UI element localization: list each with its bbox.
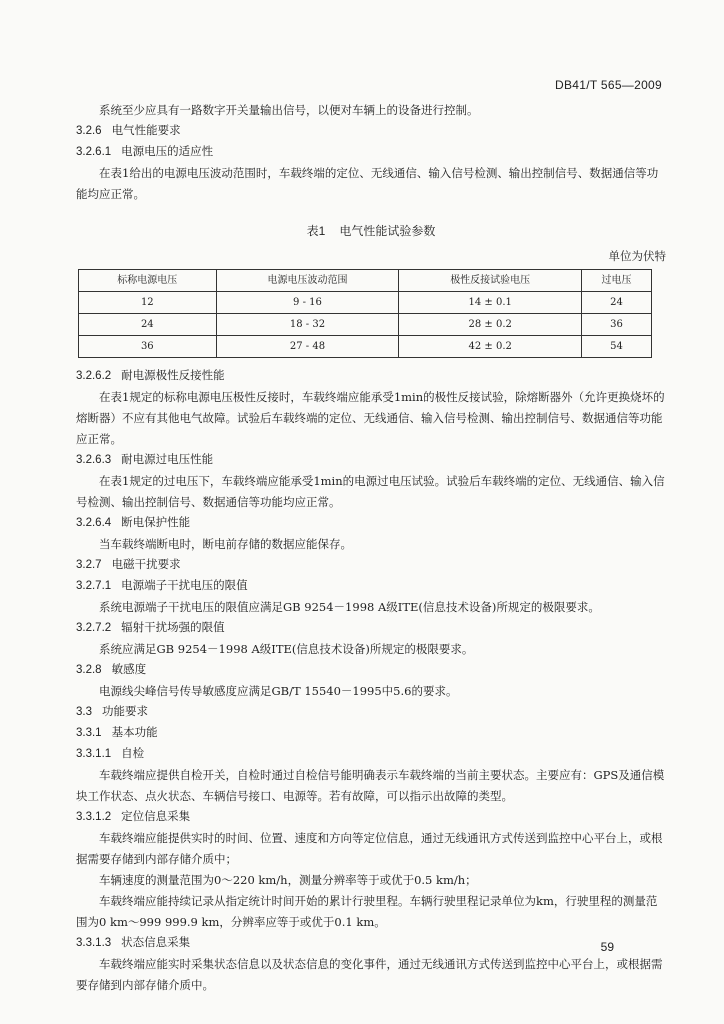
section-title: 电磁干扰要求 — [111, 559, 181, 571]
table-cell: 14 ± 0.1 — [399, 292, 582, 314]
section-number: 3.3.1.3 — [76, 937, 112, 949]
paragraph: 车载终端应能提供实时的时间、位置、速度和方向等定位信息，通过无线通讯方式传送到监控中心平台上，或根据需要存储到内部存储介质中； — [76, 831, 663, 866]
paragraph: 系统电源端子干扰电压的限值应满足GB 9254－1998 A级ITE(信息技术设备)所规定的极限要求。 — [99, 600, 600, 614]
standard-number: DB41/T 565—2009 — [554, 78, 662, 92]
section-title: 状态信息采集 — [121, 937, 191, 949]
paragraph: 系统应满足GB 9254－1998 A级ITE(信息技术设备)所规定的极限要求。 — [99, 642, 474, 656]
table-cell: 12 — [79, 292, 217, 314]
table-cell: 36 — [582, 314, 652, 336]
table-caption-title: 电气性能试验参数 — [339, 224, 436, 238]
section-heading — [76, 807, 666, 828]
section-heading — [76, 576, 666, 597]
section-number: 3.2.8 — [76, 664, 102, 676]
section-heading — [76, 121, 666, 142]
table-header-cell: 电源电压波动范围 — [216, 270, 399, 292]
table-header-cell: 极性反接试验电压 — [399, 270, 582, 292]
section-title: 自检 — [121, 748, 145, 760]
section-title: 辐射干扰场强的限值 — [121, 622, 225, 634]
paragraph: 车载终端应能实时采集状态信息以及状态信息的变化事件，通过无线通讯方式传送到监控中心平台上，或根据需要存储到内部存储介质中。 — [76, 957, 663, 992]
section-number: 3.2.6.1 — [76, 146, 112, 158]
section-number: 3.3 — [76, 706, 92, 718]
section-heading — [76, 555, 666, 576]
table-caption-number: 表1 — [306, 224, 326, 238]
section-heading — [76, 513, 666, 534]
section-title: 电气性能要求 — [111, 125, 181, 137]
section-heading — [76, 618, 666, 639]
table-row — [79, 336, 652, 358]
section-number: 3.3.1.1 — [76, 748, 112, 760]
section-title: 功能要求 — [102, 706, 148, 718]
table-cell: 9 - 16 — [216, 292, 399, 314]
table-cell: 24 — [79, 314, 217, 336]
section-number: 3.3.1 — [76, 727, 102, 739]
paragraph: 当车载终端断电时，断电前存储的数据应能保存。 — [99, 537, 352, 551]
section-number: 3.2.6.4 — [76, 517, 112, 529]
section-number: 3.2.6.3 — [76, 454, 112, 466]
table-cell: 36 — [79, 336, 217, 358]
table-unit: 单位为伏特 — [608, 249, 666, 263]
section-heading — [76, 702, 666, 723]
section-number: 3.2.7.1 — [76, 580, 112, 592]
section-title: 定位信息采集 — [121, 811, 191, 823]
blocks-after-table — [76, 366, 666, 996]
paragraph: 车载终端应提供自检开关，自检时通过自检信号能明确表示车载终端的当前主要状态。主要应有：GPS及通信模块工作状态、点火状态、车辆信号接口、电源等。若有故障，可以指示出故障的类型。 — [76, 768, 665, 803]
paragraph: 在表1给出的电源电压波动范围时，车载终端的定位、无线通信、输入信号检测、输出控制信号、数据通信等功能均应正常。 — [76, 166, 659, 201]
section-title: 基本功能 — [111, 727, 158, 739]
paragraph: 车载终端应能持续记录从指定统计时间开始的累计行驶里程。车辆行驶里程记录单位为km，行驶里程的测量范围为0 km～999 999.9 km，分辨率应等于或优于0.1 km。 — [76, 894, 658, 929]
section-number: 3.2.7.2 — [76, 622, 112, 634]
section-heading — [76, 142, 666, 163]
section-number: 3.3.1.2 — [76, 811, 112, 823]
blocks-before-table — [76, 100, 666, 205]
electrical-parameters-table — [78, 269, 652, 358]
section-heading — [76, 933, 666, 954]
section-title: 敏感度 — [111, 664, 147, 676]
section-heading — [76, 450, 666, 471]
table-caption — [76, 221, 666, 242]
section-heading — [76, 723, 666, 744]
table-header-cell: 标称电源电压 — [79, 270, 217, 292]
table-cell: 42 ± 0.2 — [399, 336, 582, 358]
paragraph: 在表1规定的过电压下，车载终端应能承受1min的电源过电压试验。试验后车载终端的定位、无线通信、输入信号检测、输出控制信号、数据通信等功能均应正常。 — [76, 474, 665, 509]
section-title: 电源端子干扰电压的限值 — [121, 580, 248, 592]
page-number: 59 — [600, 940, 614, 954]
section-number: 3.2.6 — [76, 125, 102, 137]
paragraph: 系统至少应具有一路数字开关量输出信号，以便对车辆上的设备进行控制。 — [99, 103, 479, 117]
table-row — [79, 292, 652, 314]
table-row — [79, 314, 652, 336]
section-number: 3.2.7 — [76, 559, 102, 571]
section-heading — [76, 660, 666, 681]
table-cell: 24 — [582, 292, 652, 314]
table-header-cell: 过电压 — [582, 270, 652, 292]
section-title: 耐电源极性反接性能 — [121, 370, 225, 382]
paragraph: 电源线尖峰信号传导敏感度应满足GB/T 15540－1995中5.6的要求。 — [99, 684, 458, 698]
section-number: 3.2.6.2 — [76, 370, 112, 382]
section-title: 断电保护性能 — [121, 517, 191, 529]
section-title: 电源电压的适应性 — [121, 146, 214, 158]
document-body — [76, 100, 666, 996]
table-cell: 27 - 48 — [216, 336, 399, 358]
paragraph: 车辆速度的测量范围为0～220 km/h，测量分辨率等于或优于0.5 km/h； — [99, 873, 477, 887]
section-heading — [76, 744, 666, 765]
table-header-row — [79, 270, 652, 292]
paragraph: 在表1规定的标称电源电压极性反接时，车载终端应能承受1min的极性反接试验，除熔断器外（允许更换烧坏的熔断器）不应有其他电气故障。试验后车载终端的定位、无线通信、输入信号检测、输出控制信号、数据通信等功能应正常。 — [76, 390, 665, 446]
section-title: 耐电源过电压性能 — [121, 454, 214, 466]
section-heading — [76, 366, 666, 387]
table-cell: 18 - 32 — [216, 314, 399, 336]
table-cell: 28 ± 0.2 — [399, 314, 582, 336]
table-cell: 54 — [582, 336, 652, 358]
